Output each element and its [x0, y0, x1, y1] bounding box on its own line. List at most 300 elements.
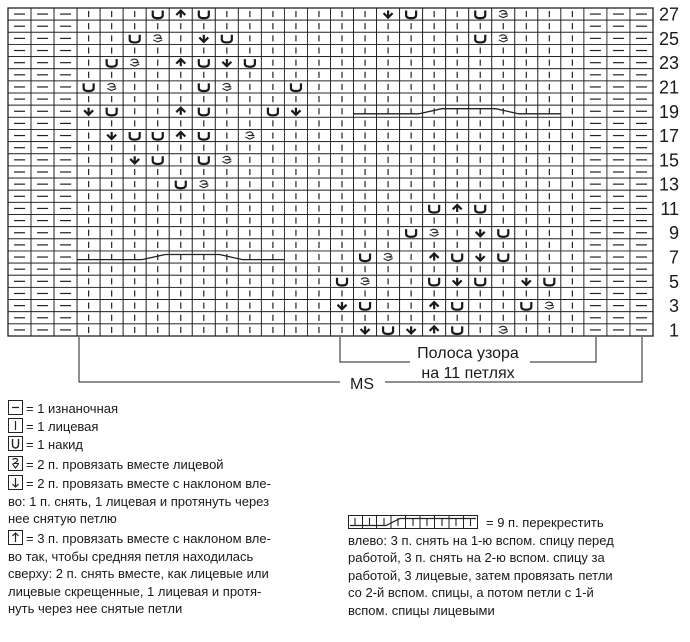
stitch-cell-purl-symbol — [584, 44, 607, 56]
stitch-cell-knit-symbol — [400, 117, 423, 129]
stitch-cell-k2tog-symbol — [215, 81, 238, 93]
stitch-cell-knit-symbol — [123, 275, 146, 287]
stitch-cell-knit-symbol — [538, 105, 561, 117]
stitch-cell-purl-symbol — [8, 300, 31, 312]
stitch-cell-knit-symbol — [538, 142, 561, 154]
stitch-cell-knit-symbol — [146, 166, 169, 178]
stitch-cell-knit-symbol — [354, 20, 377, 32]
stitch-cell-knit-symbol — [469, 287, 492, 299]
stitch-cell-knit-symbol — [469, 154, 492, 166]
stitch-cell-yarn-over-symbol — [331, 275, 354, 287]
stitch-cell-knit-symbol — [515, 81, 538, 93]
stitch-cell-purl-symbol — [8, 166, 31, 178]
stitch-cell-knit-symbol — [284, 215, 307, 227]
stitch-cell-knit-symbol — [377, 44, 400, 56]
stitch-cell-purl-symbol — [584, 251, 607, 263]
stitch-cell-purl-symbol — [31, 93, 54, 105]
stitch-cell-knit-symbol — [238, 300, 261, 312]
stitch-cell-knit-symbol — [400, 69, 423, 81]
stitch-cell-cdd-symbol — [169, 129, 192, 141]
stitch-cell-purl-symbol — [8, 239, 31, 251]
stitch-cell-knit-symbol — [123, 324, 146, 336]
stitch-cell-knit-symbol — [77, 154, 100, 166]
stitch-cell-knit-symbol — [77, 275, 100, 287]
row-number-label: 17 — [658, 126, 679, 147]
stitch-cell-knit-symbol — [192, 215, 215, 227]
yarn-over-symbol-icon — [8, 436, 23, 451]
stitch-cell-knit-symbol — [446, 81, 469, 93]
stitch-cell-purl-symbol — [31, 263, 54, 275]
stitch-cell-knit-symbol — [423, 287, 446, 299]
stitch-cell-purl-symbol — [8, 57, 31, 69]
legend-cable-line6: вспом. спицы лицевыми — [348, 602, 495, 618]
stitch-cell-purl-symbol — [630, 20, 653, 32]
stitch-cell-purl-symbol — [8, 93, 31, 105]
stitch-cell-purl-symbol — [584, 190, 607, 202]
stitch-cell-knit-symbol — [261, 227, 284, 239]
stitch-cell-purl-symbol — [31, 129, 54, 141]
stitch-cell-purl-symbol — [31, 154, 54, 166]
stitch-cell-knit-symbol — [192, 239, 215, 251]
stitch-cell-knit-symbol — [354, 154, 377, 166]
stitch-cell-knit-symbol — [215, 8, 238, 20]
stitch-cell-knit-symbol — [492, 20, 515, 32]
stitch-cell-knit-symbol — [307, 287, 330, 299]
stitch-cell-knit-symbol — [284, 324, 307, 336]
stitch-cell-yarn-over-symbol — [492, 251, 515, 263]
stitch-cell-knit-symbol — [538, 178, 561, 190]
stitch-cell-yarn-over-symbol — [146, 129, 169, 141]
stitch-cell-knit-symbol — [354, 129, 377, 141]
stitch-cell-knit-symbol — [307, 202, 330, 214]
stitch-cell-purl-symbol — [8, 129, 31, 141]
stitch-cell-knit-symbol — [354, 287, 377, 299]
stitch-cell-knit-symbol — [469, 20, 492, 32]
stitch-cell-purl-symbol — [630, 312, 653, 324]
stitch-cell-knit-symbol — [446, 57, 469, 69]
stitch-cell-purl-symbol — [630, 44, 653, 56]
stitch-cell-knit-symbol — [377, 105, 400, 117]
cable-symbol-icon — [348, 515, 478, 529]
stitch-cell-yarn-over-symbol — [238, 57, 261, 69]
stitch-cell-knit-symbol — [446, 227, 469, 239]
stitch-cell-knit-symbol — [307, 154, 330, 166]
stitch-cell-purl-symbol — [630, 8, 653, 20]
stitch-cell-knit-symbol — [377, 69, 400, 81]
stitch-cell-purl-symbol — [8, 20, 31, 32]
stitch-cell-knit-symbol — [77, 44, 100, 56]
stitch-cell-knit-symbol — [400, 44, 423, 56]
stitch-cell-knit-symbol — [77, 20, 100, 32]
stitch-cell-purl-symbol — [54, 32, 77, 44]
stitch-cell-purl-symbol — [584, 8, 607, 20]
stitch-cell-purl-symbol — [607, 32, 630, 44]
repeat-brackets — [79, 337, 642, 393]
stitch-cell-knit-symbol — [284, 263, 307, 275]
stitch-cell-purl-symbol — [584, 154, 607, 166]
stitch-cell-yarn-over-symbol — [192, 129, 215, 141]
stitch-cell-ssk-symbol — [77, 105, 100, 117]
stitch-cell-knit-symbol — [515, 69, 538, 81]
stitch-cell-purl-symbol — [54, 202, 77, 214]
legend-cable-line1: = 9 п. перекрестить — [348, 514, 680, 532]
stitch-cell-knit-symbol — [515, 190, 538, 202]
stitch-cell-knit-symbol — [284, 44, 307, 56]
stitch-cell-knit-symbol — [561, 57, 584, 69]
stitch-cell-knit-symbol — [561, 263, 584, 275]
stitch-cell-knit-symbol — [284, 166, 307, 178]
stitch-cell-knit-symbol — [307, 239, 330, 251]
stitch-cell-k2tog-symbol — [215, 154, 238, 166]
stitch-cell-knit-symbol — [561, 117, 584, 129]
stitch-cell-yarn-over-symbol — [192, 57, 215, 69]
stitch-cell-knit-symbol — [77, 129, 100, 141]
stitch-cell-knit-symbol — [561, 69, 584, 81]
stitch-cell-knit-symbol — [400, 142, 423, 154]
stitch-cell-knit-symbol — [377, 239, 400, 251]
stitch-cell-knit-symbol — [100, 166, 123, 178]
stitch-cell-purl-symbol — [54, 142, 77, 154]
stitch-cell-knit-symbol — [169, 154, 192, 166]
purl-symbol-icon — [8, 400, 23, 415]
stitch-cell-purl-symbol — [8, 312, 31, 324]
stitch-cell-yarn-over-symbol — [146, 154, 169, 166]
stitch-cell-knit-symbol — [77, 215, 100, 227]
stitch-cell-knit-symbol — [123, 105, 146, 117]
stitch-cell-yarn-over-symbol — [492, 227, 515, 239]
stitch-cell-yarn-over-symbol — [123, 129, 146, 141]
stitch-cell-knit-symbol — [538, 263, 561, 275]
stitch-cell-knit-symbol — [400, 154, 423, 166]
stitch-cell-knit-symbol — [261, 93, 284, 105]
stitch-cell-yarn-over-symbol — [538, 275, 561, 287]
stitch-cell-knit-symbol — [238, 275, 261, 287]
stitch-cell-ssk-symbol — [400, 324, 423, 336]
stitch-cell-purl-symbol — [584, 178, 607, 190]
stitch-cell-knit-symbol — [377, 263, 400, 275]
stitch-cell-knit-symbol — [100, 324, 123, 336]
legend-purl-text: = 1 изнаночная — [26, 401, 119, 416]
stitch-cell-knit-symbol — [515, 57, 538, 69]
row-number-label: 3 — [668, 296, 679, 317]
stitch-cell-knit-symbol — [492, 300, 515, 312]
stitch-cell-cdd-symbol — [169, 8, 192, 20]
stitch-cell-knit-symbol — [331, 20, 354, 32]
stitch-cell-knit-symbol — [261, 69, 284, 81]
stitch-cell-knit-symbol — [331, 81, 354, 93]
stitch-cell-knit-symbol — [77, 57, 100, 69]
stitch-cell-knit-symbol — [261, 239, 284, 251]
stitch-cell-knit-symbol — [261, 190, 284, 202]
stitch-cell-yarn-over-symbol — [446, 324, 469, 336]
stitch-cell-knit-symbol — [284, 239, 307, 251]
stitch-cell-knit-symbol — [77, 324, 100, 336]
stitch-cell-yarn-over-symbol — [354, 300, 377, 312]
stitch-cell-knit-symbol — [377, 20, 400, 32]
stitch-cell-knit-symbol — [146, 215, 169, 227]
stitch-cell-purl-symbol — [584, 32, 607, 44]
stitch-cell-purl-symbol — [584, 117, 607, 129]
stitch-cell-purl-symbol — [607, 81, 630, 93]
stitch-cell-knit-symbol — [354, 32, 377, 44]
stitch-cell-knit-symbol — [100, 20, 123, 32]
stitch-cell-knit-symbol — [123, 117, 146, 129]
stitch-cell-knit-symbol — [469, 300, 492, 312]
stitch-cell-ssk-symbol — [446, 275, 469, 287]
stitch-cell-knit-symbol — [515, 324, 538, 336]
stitch-cell-knit-symbol — [146, 105, 169, 117]
stitch-cell-knit-symbol — [515, 202, 538, 214]
stitch-cell-knit-symbol — [284, 20, 307, 32]
stitch-cell-knit-symbol — [215, 227, 238, 239]
row-number-labels — [659, 5, 679, 341]
stitch-cell-knit-symbol — [561, 178, 584, 190]
row-number-label: 5 — [668, 271, 679, 292]
stitch-cell-yarn-over-symbol — [400, 8, 423, 20]
stitch-cell-knit-symbol — [561, 300, 584, 312]
stitch-cell-knit-symbol — [123, 312, 146, 324]
stitch-cell-knit-symbol — [100, 251, 123, 263]
stitch-cell-knit-symbol — [100, 312, 123, 324]
stitch-cell-knit-symbol — [169, 93, 192, 105]
stitch-cell-knit-symbol — [492, 93, 515, 105]
stitch-cell-knit-symbol — [354, 69, 377, 81]
stitch-cell-knit-symbol — [331, 44, 354, 56]
stitch-cell-purl-symbol — [607, 117, 630, 129]
stitch-cell-purl-symbol — [630, 129, 653, 141]
stitch-cell-purl-symbol — [31, 117, 54, 129]
stitch-cell-knit-symbol — [146, 202, 169, 214]
stitch-cell-knit-symbol — [515, 129, 538, 141]
stitch-cell-k2tog-symbol — [238, 129, 261, 141]
ms-label: MS — [350, 376, 374, 393]
stitch-cell-knit-symbol — [561, 32, 584, 44]
stitch-cell-knit-symbol — [284, 154, 307, 166]
stitch-cell-knit-symbol — [538, 190, 561, 202]
stitch-cell-knit-symbol — [169, 287, 192, 299]
stitch-cell-knit-symbol — [423, 44, 446, 56]
stitch-cell-knit-symbol — [215, 20, 238, 32]
stitch-cell-knit-symbol — [238, 81, 261, 93]
stitch-cell-knit-symbol — [192, 69, 215, 81]
stitch-cell-purl-symbol — [630, 69, 653, 81]
stitch-cell-knit-symbol — [284, 300, 307, 312]
stitch-cell-knit-symbol — [492, 263, 515, 275]
stitch-cell-purl-symbol — [54, 20, 77, 32]
stitch-cell-purl-symbol — [584, 287, 607, 299]
stitch-cell-knit-symbol — [284, 275, 307, 287]
stitch-cell-knit-symbol — [492, 117, 515, 129]
stitch-cell-knit-symbol — [538, 32, 561, 44]
stitch-cell-knit-symbol — [538, 44, 561, 56]
stitch-cell-knit-symbol — [215, 178, 238, 190]
stitch-cell-knit-symbol — [238, 287, 261, 299]
stitch-cell-knit-symbol — [123, 69, 146, 81]
row-number-label: 27 — [658, 4, 679, 25]
stitch-cell-knit-symbol — [100, 239, 123, 251]
stitch-cell-purl-symbol — [31, 105, 54, 117]
stitch-cell-purl-symbol — [630, 81, 653, 93]
stitch-cell-knit-symbol — [169, 20, 192, 32]
stitch-cell-knit-symbol — [307, 263, 330, 275]
stitch-cell-knit-symbol — [400, 129, 423, 141]
stitch-cell-knit-symbol — [331, 239, 354, 251]
stitch-cell-knit-symbol — [331, 202, 354, 214]
stitch-cell-purl-symbol — [8, 227, 31, 239]
stitch-cell-knit-symbol — [515, 239, 538, 251]
stitch-cell-knit-symbol — [261, 142, 284, 154]
stitch-cell-knit-symbol — [169, 300, 192, 312]
ssk-symbol-icon — [8, 475, 23, 490]
stitch-cell-knit-symbol — [331, 227, 354, 239]
stitch-cell-purl-symbol — [607, 154, 630, 166]
stitch-cell-knit-symbol — [469, 324, 492, 336]
stitch-cell-purl-symbol — [607, 202, 630, 214]
stitch-cell-knit-symbol — [307, 81, 330, 93]
stitch-cell-knit-symbol — [446, 105, 469, 117]
stitch-cell-purl-symbol — [31, 300, 54, 312]
stitch-cell-knit-symbol — [492, 239, 515, 251]
stitch-cell-purl-symbol — [607, 20, 630, 32]
stitch-cell-knit-symbol — [400, 178, 423, 190]
row-number-label: 19 — [658, 101, 679, 122]
stitch-cell-knit-symbol — [261, 32, 284, 44]
cdd-symbol-icon — [8, 530, 23, 545]
stitch-cell-knit-symbol — [284, 312, 307, 324]
stitch-cell-knit-symbol — [146, 142, 169, 154]
stitch-cell-knit-symbol — [261, 251, 284, 263]
stitch-cell-purl-symbol — [54, 117, 77, 129]
stitch-cell-knit-symbol — [377, 117, 400, 129]
stitch-cell-knit-symbol — [261, 117, 284, 129]
stitch-cell-cdd-symbol — [423, 300, 446, 312]
stitch-cell-knit-symbol — [354, 44, 377, 56]
stitch-cell-knit-symbol — [354, 57, 377, 69]
stitch-cell-knit-symbol — [284, 142, 307, 154]
stitch-cell-knit-symbol — [215, 215, 238, 227]
stitch-cell-purl-symbol — [630, 166, 653, 178]
stitch-cell-ssk-symbol — [469, 227, 492, 239]
stitch-cell-knit-symbol — [192, 300, 215, 312]
stitch-cell-knit-symbol — [492, 81, 515, 93]
stitch-cell-knit-symbol — [261, 129, 284, 141]
stitch-cell-purl-symbol — [607, 8, 630, 20]
stitch-cell-knit-symbol — [331, 166, 354, 178]
stitch-cell-knit-symbol — [423, 20, 446, 32]
stitch-cell-knit-symbol — [77, 312, 100, 324]
legend-cable-line3: работой, 3 п. снять на 2-ю вспом. спицу за — [348, 550, 605, 565]
stitch-cell-knit-symbol — [123, 93, 146, 105]
stitch-cell-knit-symbol — [515, 178, 538, 190]
stitch-cell-knit-symbol — [377, 32, 400, 44]
stitch-cell-knit-symbol — [169, 251, 192, 263]
stitch-cell-knit-symbol — [169, 263, 192, 275]
stitch-cell-knit-symbol — [469, 117, 492, 129]
stitch-cell-knit-symbol — [469, 69, 492, 81]
stitch-cell-knit-symbol — [238, 69, 261, 81]
stitch-cell-knit-symbol — [538, 287, 561, 299]
stitch-cell-knit-symbol — [400, 300, 423, 312]
stitch-cell-purl-symbol — [31, 20, 54, 32]
stitch-cell-knit-symbol — [446, 263, 469, 275]
stitch-cell-knit-symbol — [238, 93, 261, 105]
stitch-cell-knit-symbol — [377, 166, 400, 178]
stitch-cell-k2tog-symbol — [123, 57, 146, 69]
stitch-cell-purl-symbol — [607, 190, 630, 202]
stitch-cell-knit-symbol — [538, 227, 561, 239]
stitch-cell-purl-symbol — [607, 312, 630, 324]
stitch-cell-purl-symbol — [607, 300, 630, 312]
legend-ssk-line3: нее снятую петлю — [8, 511, 117, 526]
stitch-cell-knit-symbol — [469, 239, 492, 251]
stitch-cell-knit-symbol — [261, 324, 284, 336]
stitch-cell-knit-symbol — [261, 8, 284, 20]
stitch-cell-knit-symbol — [446, 8, 469, 20]
stitch-cell-knit-symbol — [215, 251, 238, 263]
stitch-cell-knit-symbol — [238, 154, 261, 166]
stitch-cell-knit-symbol — [284, 8, 307, 20]
stitch-cell-knit-symbol — [307, 324, 330, 336]
stitch-cell-knit-symbol — [538, 129, 561, 141]
stitch-cell-knit-symbol — [469, 93, 492, 105]
stitch-cell-knit-symbol — [123, 166, 146, 178]
stitch-cell-knit-symbol — [377, 215, 400, 227]
stitch-cell-knit-symbol — [561, 93, 584, 105]
stitch-cell-knit-symbol — [331, 129, 354, 141]
stitch-cell-knit-symbol — [192, 275, 215, 287]
stitch-cell-knit-symbol — [100, 32, 123, 44]
stitch-cell-knit-symbol — [215, 44, 238, 56]
stitch-cell-knit-symbol — [284, 32, 307, 44]
stitch-cell-knit-symbol — [77, 263, 100, 275]
legend-cable-line5: со 2-й вспом. спицы, а потом петли с 1-й — [348, 585, 594, 600]
stitch-cell-purl-symbol — [607, 93, 630, 105]
stitch-cell-knit-symbol — [469, 215, 492, 227]
stitch-cell-knit-symbol — [146, 263, 169, 275]
stitch-cell-knit-symbol — [284, 202, 307, 214]
stitch-cell-yarn-over-symbol — [169, 178, 192, 190]
stitch-cell-purl-symbol — [54, 69, 77, 81]
stitch-cell-knit-symbol — [307, 300, 330, 312]
stitch-cell-knit-symbol — [123, 20, 146, 32]
stitch-cell-knit-symbol — [238, 239, 261, 251]
stitch-cell-knit-symbol — [331, 57, 354, 69]
stitch-cell-purl-symbol — [584, 20, 607, 32]
stitch-cell-knit-symbol — [100, 202, 123, 214]
stitch-cell-purl-symbol — [54, 93, 77, 105]
stitch-cell-knit-symbol — [238, 251, 261, 263]
stitch-cell-knit-symbol — [192, 202, 215, 214]
stitch-cell-knit-symbol — [100, 8, 123, 20]
stitch-cell-knit-symbol — [538, 117, 561, 129]
stitch-cell-knit-symbol — [77, 178, 100, 190]
stitch-cell-knit-symbol — [284, 69, 307, 81]
stitch-cell-purl-symbol — [630, 202, 653, 214]
stitch-cell-knit-symbol — [400, 32, 423, 44]
stitch-cell-knit-symbol — [446, 20, 469, 32]
stitch-cell-knit-symbol — [146, 312, 169, 324]
stitch-cell-purl-symbol — [31, 69, 54, 81]
stitch-cell-purl-symbol — [584, 202, 607, 214]
stitch-cell-knit-symbol — [561, 239, 584, 251]
stitch-cell-knit-symbol — [377, 275, 400, 287]
stitch-cell-knit-symbol — [400, 275, 423, 287]
stitch-cell-knit-symbol — [146, 44, 169, 56]
stitch-cell-knit-symbol — [377, 202, 400, 214]
stitch-cell-knit-symbol — [354, 166, 377, 178]
row-number-label: 13 — [658, 174, 679, 195]
stitch-cell-purl-symbol — [54, 263, 77, 275]
